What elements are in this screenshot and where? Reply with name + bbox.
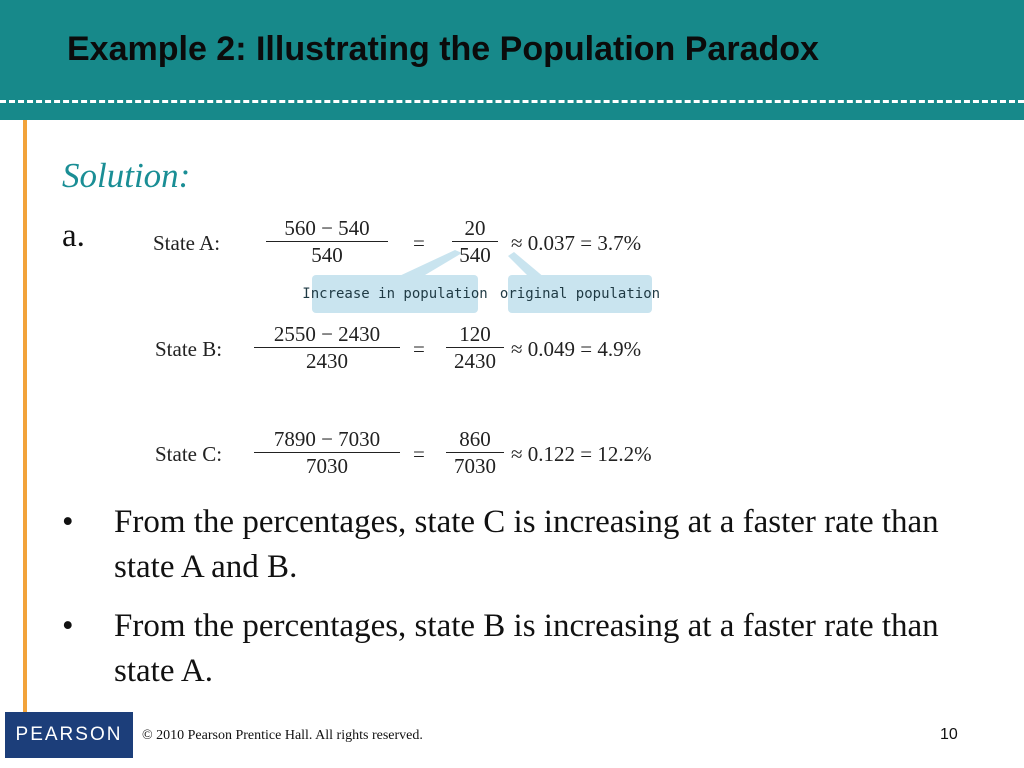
page-number: 10 bbox=[940, 726, 958, 743]
state-a-equals: = bbox=[413, 231, 425, 255]
state-a-approx-result: ≈ 0.037 = 3.7% bbox=[511, 231, 642, 255]
state-c-difference-fraction bbox=[254, 427, 400, 478]
bullet-icon: • bbox=[62, 608, 74, 644]
slide-title: Example 2: Illustrating the Population Paradox bbox=[67, 30, 819, 68]
state-c-ratio-fraction bbox=[446, 427, 504, 478]
bullet-item bbox=[62, 604, 982, 694]
state-c-label: State C: bbox=[155, 442, 223, 466]
pearson-logo: PEARSON bbox=[5, 712, 133, 758]
bullet-icon: • bbox=[62, 504, 74, 540]
state-a-label: State A: bbox=[153, 231, 221, 255]
part-label: a. bbox=[62, 218, 85, 254]
state-c-ratio-denominator: 7030 bbox=[454, 454, 496, 478]
state-a-ratio-numerator: 20 bbox=[464, 216, 486, 240]
fraction-bar bbox=[254, 452, 400, 453]
fraction-bar bbox=[254, 347, 400, 348]
state-b-ratio-fraction bbox=[446, 322, 504, 373]
state-b-approx-result: ≈ 0.049 = 4.9% bbox=[511, 337, 642, 361]
bullet-item bbox=[62, 500, 982, 590]
solution-label: Solution: bbox=[62, 156, 191, 195]
state-b-difference-fraction bbox=[254, 322, 400, 373]
state-c-ratio-numerator: 860 bbox=[459, 427, 491, 451]
state-c-difference-numerator: 7890 − 7030 bbox=[273, 427, 381, 451]
state-a-difference-numerator: 560 − 540 bbox=[284, 216, 370, 240]
fraction-bar bbox=[452, 241, 498, 242]
state-b-ratio-numerator: 120 bbox=[459, 322, 491, 346]
state-a-ratio-denominator: 540 bbox=[459, 243, 491, 267]
bullet-text: From the percentages, state B is increasing at a faster rate than state A. bbox=[114, 608, 939, 689]
state-b-difference-numerator: 2550 − 2430 bbox=[273, 322, 381, 346]
bullet-text: From the percentages, state C is increasing at a faster rate than state A and B. bbox=[114, 504, 939, 585]
copyright-notice: © 2010 Pearson Prentice Hall. All rights reserved. bbox=[142, 728, 423, 743]
state-c-difference-denominator: 7030 bbox=[306, 454, 348, 478]
state-b-difference-denominator: 2430 bbox=[306, 349, 348, 373]
state-b-label: State B: bbox=[155, 337, 223, 361]
state-a-difference-denominator: 540 bbox=[311, 243, 343, 267]
state-c-equals: = bbox=[413, 442, 425, 466]
state-b-equals: = bbox=[413, 337, 425, 361]
state-b-ratio-denominator: 2430 bbox=[454, 349, 496, 373]
conclusion-bullets bbox=[62, 500, 982, 708]
fraction-bar bbox=[446, 347, 504, 348]
state-c-approx-result: ≈ 0.122 = 12.2% bbox=[511, 442, 652, 466]
state-a-difference-fraction bbox=[266, 216, 388, 267]
state-a-ratio-fraction bbox=[452, 216, 498, 267]
callout-increase-in-population: Increase in population bbox=[312, 275, 478, 313]
callout-original-population: original population bbox=[508, 275, 652, 313]
fraction-bar bbox=[446, 452, 504, 453]
fraction-bar bbox=[266, 241, 388, 242]
